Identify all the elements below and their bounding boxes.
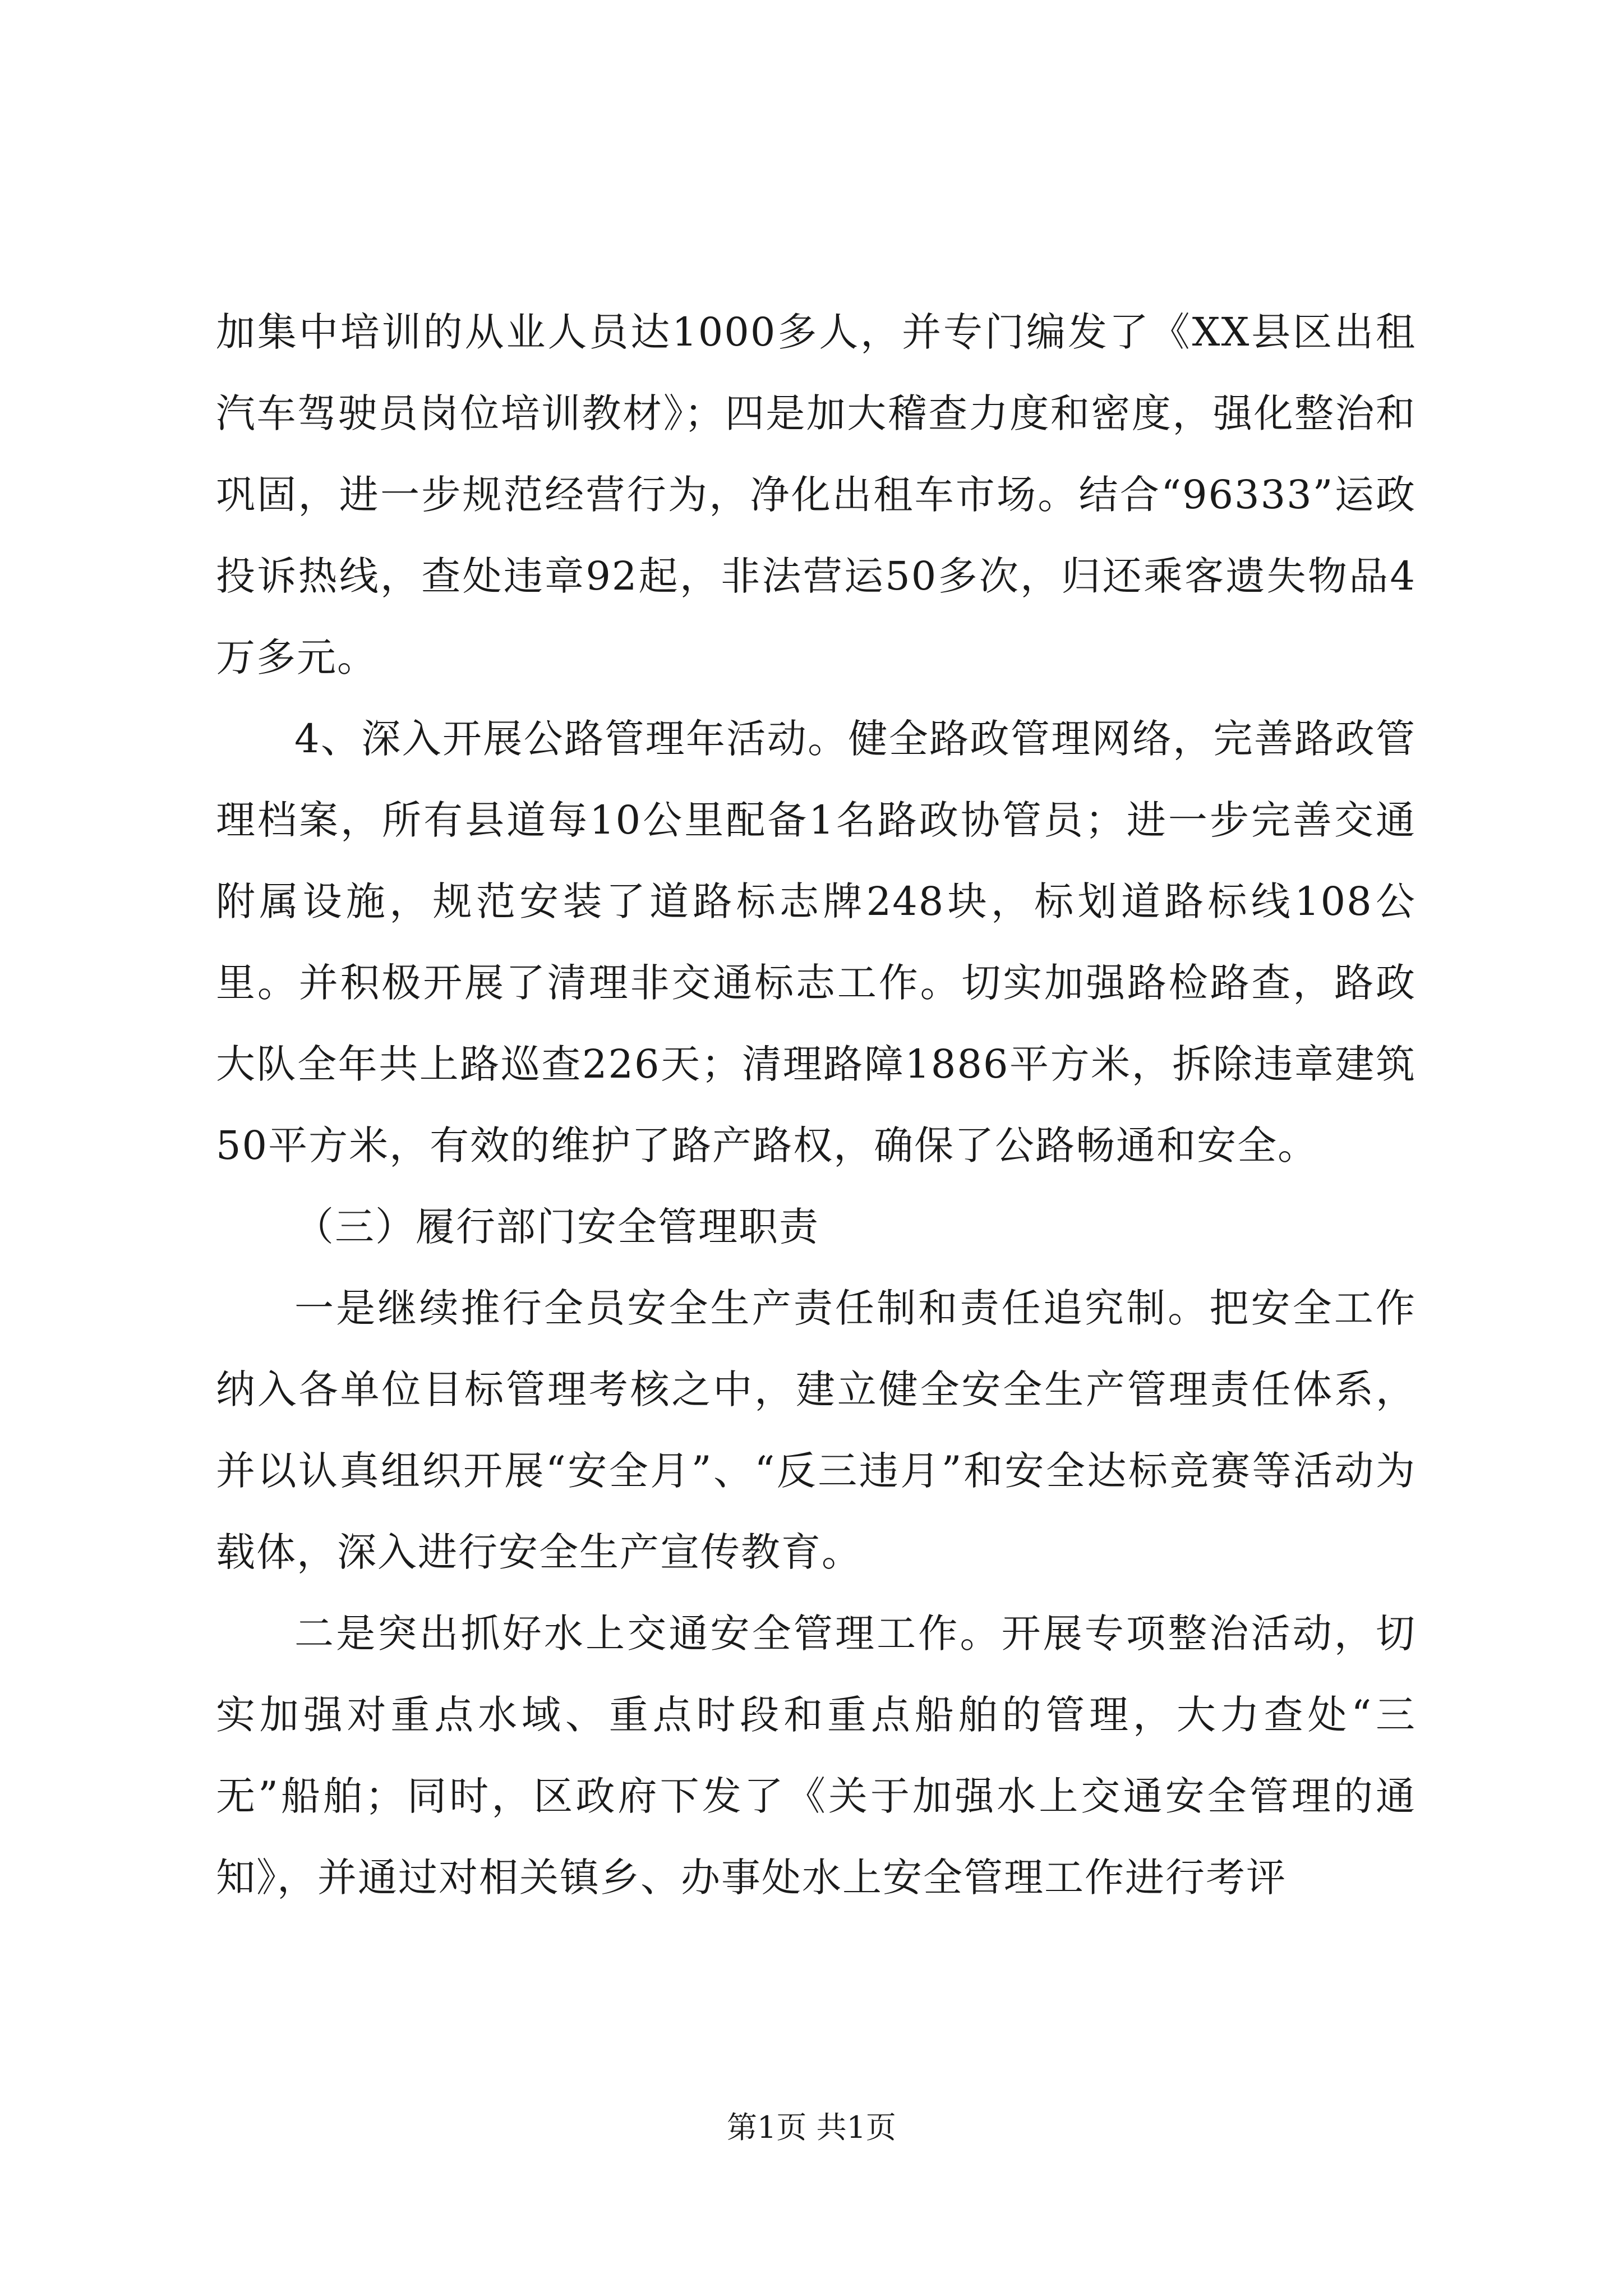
- paragraph-road-management: 4、深入开展公路管理年活动。健全路政管理网络，完善路政管理档案，所有县道每10公里配备1名路政协管员；进一步完善交通附属设施，规范安装了道路标志牌248块，标划道路标线108公里。并积极开展了清理非交通标志工作。切实加强路检路查，路政大队全年共上路巡查226天；清理路障1886平方米，拆除违章建筑50平方米，有效的维护了路产路权，确保了公路畅通和安全。: [216, 716, 1416, 1168]
- paragraph-safety-responsibility: 一是继续推行全员安全生产责任制和责任追究制。把安全工作纳入各单位目标管理考核之中，建立健全安全生产管理责任体系，并以认真组织开展“安全月”、“反三违月”和安全达标竞赛等活动为载体，深入进行安全生产宣传教育。: [216, 1285, 1416, 1575]
- paragraph-water-safety: 二是突出抓好水上交通安全管理工作。开展专项整治活动，切实加强对重点水域、重点时段和重点船舶的管理，大力查处“三无”船舶；同时，区政府下发了《关于加强水上交通安全管理的通知》，并通过对相关镇乡、办事处水上安全管理工作进行考评: [216, 1611, 1416, 1901]
- paragraph-continued: 加集中培训的从业人员达1000多人，并专门编发了《XX县区出租汽车驾驶员岗位培训教材》；四是加大稽查力度和密度，强化整治和巩固，进一步规范经营行为，净化出租车市场。结合“96333”运政投诉热线，查处违章92起，非法营运50多次，归还乘客遗失物品4万多元。: [216, 309, 1416, 680]
- page-number-label: 第1页 共1页: [727, 2110, 896, 2145]
- page-footer: [0, 2104, 1623, 2147]
- section-heading: （三）履行部门安全管理职责: [294, 1204, 819, 1250]
- document-body: [216, 292, 1416, 1918]
